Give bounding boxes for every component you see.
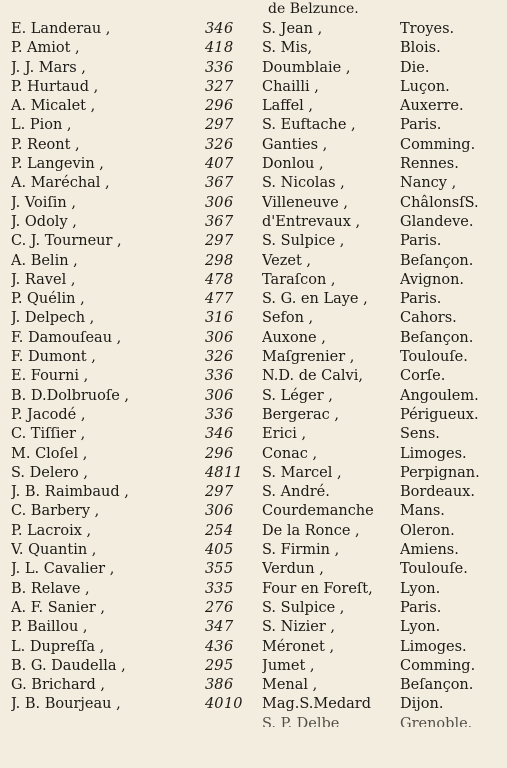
diocese-name: Troyes. [400,21,455,37]
diocese-name: Avignon. [400,271,465,288]
continuation-header: de Belzunce. [268,1,359,17]
priest-age: 33 [205,368,224,385]
table-row [0,657,507,676]
table-row [0,348,507,367]
diocese-name: Limoges. [400,445,467,462]
years-count: 7 [224,619,234,636]
table-row [0,425,507,444]
priest-age: 36 [205,175,224,192]
parish-name: S. Mis, [262,40,313,57]
parish-name: Maſgrenier , [262,349,355,366]
parish-name: Conac , [262,445,318,462]
parish-name: S. Nizier , [262,619,335,636]
table-row [0,271,507,290]
priest-age: 27 [205,599,224,616]
table-row [0,387,507,406]
priest-name: A. F. Sanier , [11,599,105,616]
parish-name: Méronet , [262,638,335,655]
priest-age: 40 [205,542,224,559]
priest-name: P. Hurtaud , [11,78,99,95]
diocese-name: Nancy , [400,175,457,192]
diocese-name: Comming. [400,657,476,674]
diocese-name: Limoges. [400,638,467,655]
priest-name: A. Belin , [11,252,78,269]
priest-name: A. Maréchal , [11,175,110,192]
diocese-name: Grenoble. [400,715,473,727]
priest-name: B. Relave , [11,580,90,597]
diocese-name: Sens. [400,426,440,443]
priest-age: 30 [205,503,224,520]
priest-age: 34 [205,619,224,636]
parish-name: S. P. Delbe [262,715,340,727]
table-row [0,213,507,232]
priest-age: 40 [205,696,224,713]
years-count: 7 [224,78,234,95]
table-row [0,39,507,58]
years-count: 6 [224,21,234,37]
years-count: 6 [224,368,234,385]
parish-name: S. Euftache , [262,117,356,134]
table-row [0,638,507,657]
years-count: 11 [224,464,243,481]
parish-name: Laffel , [262,98,314,115]
table-row [0,502,507,521]
priest-age: 29 [205,117,224,134]
parish-name: Taraſcon , [262,271,336,288]
diocese-name: Glandeve. [400,213,474,230]
parish-name: Erici , [262,426,307,443]
parish-name: Villeneuve , [262,194,348,211]
priest-age: 30 [205,387,224,404]
priest-age: 29 [205,233,224,250]
priest-age: 35 [205,561,224,578]
diocese-name: Cahors. [400,310,457,327]
priest-name: M. Cloſel , [11,445,88,462]
parish-name: S. Nicolas , [262,175,345,192]
table-row [0,483,507,502]
priest-age: 36 [205,213,224,230]
table-row [0,309,507,328]
table-row [0,329,507,348]
parish-name: Courdemanche [262,503,374,520]
table-row [0,20,507,39]
diocese-name: Lyon. [400,619,441,636]
table-row [0,78,507,97]
diocese-name: Paris. [400,599,442,616]
priest-age: 25 [205,522,224,539]
years-count: 5 [224,580,234,597]
diocese-name: Beſançon. [400,252,474,269]
table-row [0,59,507,78]
priest-age: 48 [205,464,224,481]
diocese-name: Toulouſe. [400,561,468,578]
table-row [0,560,507,579]
parish-name: Sefon , [262,310,314,327]
priest-name: B. D.Dolbruoſe , [11,387,130,404]
years-count: 6 [224,426,234,443]
priest-age: 32 [205,349,224,366]
diocese-name: Mans. [400,503,445,520]
years-count: 7 [224,213,234,230]
years-count: 8 [224,252,234,269]
table-row [0,580,507,599]
diocese-name: Angoulem. [400,387,479,404]
priest-name: F. Damouſeau , [11,329,122,346]
years-count: 5 [224,561,234,578]
table-row [0,194,507,213]
table-row [0,618,507,637]
table-row [0,97,507,116]
parish-name: S. Firmin , [262,542,340,559]
years-count: 6 [224,445,234,462]
register-table [0,20,507,727]
years-count: 6 [224,599,234,616]
parish-name: S. G. en Laye , [262,291,368,308]
priest-name: J. L. Cavalier , [11,561,115,578]
table-row [0,445,507,464]
table-row [0,522,507,541]
years-count: 6 [224,349,234,366]
diocese-name: Auxerre. [400,98,464,115]
priest-name: J. B. Bourjeau , [11,696,121,713]
years-count: 5 [224,542,234,559]
diocese-name: Périgueux. [400,406,479,423]
priest-name: J. Voiſin , [11,194,76,211]
priest-age: 43 [205,638,224,655]
priest-name: L. Dupreſſa , [11,638,105,655]
priest-name: J. B. Raimbaud , [11,484,129,501]
years-count: 7 [224,117,234,134]
parish-name: Menal , [262,677,318,694]
diocese-name: Amiens. [400,542,459,559]
table-row [0,406,507,425]
parish-name: S. Marcel , [262,464,342,481]
parish-name: De la Ronce , [262,522,360,539]
diocese-name: Rennes. [400,156,459,173]
table-row [0,136,507,155]
diocese-name: Paris. [400,117,442,134]
priest-name: J. Delpech , [11,310,95,327]
priest-age: 40 [205,156,224,173]
priest-name: C. Tiſſier , [11,426,86,443]
priest-age: 38 [205,677,224,694]
parish-name: S. Sulpice , [262,599,345,616]
years-count: 5 [224,657,234,674]
years-count: 6 [224,136,234,153]
years-count: 6 [224,503,234,520]
priest-name: G. Brichard , [11,677,106,694]
priest-name: S. Delero , [11,464,88,481]
parish-name: Chailli , [262,78,319,95]
years-count: 6 [224,310,234,327]
priest-age: 33 [205,580,224,597]
diocese-name: Beſançon. [400,329,474,346]
priest-name: E. Landerau , [11,21,111,37]
priest-age: 29 [205,657,224,674]
priest-age: 29 [205,445,224,462]
priest-name: P. Amiot , [11,40,80,57]
priest-name: L. Pion , [11,117,72,134]
table-row [0,155,507,174]
table-row [0,174,507,193]
parish-name: N.D. de Calvi, [262,368,363,385]
parish-name: Doumblaie , [262,59,351,76]
priest-age: 31 [205,310,224,327]
parish-name: Donlou , [262,156,324,173]
priest-age: 47 [205,271,224,288]
diocese-name: Toulouſe. [400,349,468,366]
years-count: 6 [224,387,234,404]
years-count: 6 [224,59,234,76]
priest-name: V. Quantin , [11,542,97,559]
diocese-name: Perpignan. [400,464,480,481]
table-row [0,599,507,618]
priest-age: 32 [205,78,224,95]
table-row [0,715,507,727]
table-row [0,676,507,695]
priest-age: 34 [205,21,224,37]
priest-name: F. Dumont , [11,349,96,366]
parish-name: S. André. [262,484,330,501]
years-count: 7 [224,156,234,173]
diocese-name: Die. [400,59,430,76]
diocese-name: Luçon. [400,78,450,95]
priest-age: 29 [205,252,224,269]
parish-name: Verdun , [262,561,324,578]
years-count: 6 [224,677,234,694]
priest-age: 30 [205,329,224,346]
diocese-name: ChâlonsſS. [400,194,479,211]
parish-name: Jumet , [262,657,315,674]
diocese-name: Paris. [400,233,442,250]
years-count: 4 [224,522,234,539]
years-count: 8 [224,40,234,57]
priest-name: J. Odoly , [11,213,77,230]
parish-name: Four en Foreſt, [262,580,373,597]
diocese-name: Blois. [400,40,441,57]
priest-name: P. Baillou , [11,619,88,636]
diocese-name: Beſançon. [400,677,474,694]
priest-age: 30 [205,194,224,211]
priest-name: P. Jacodé , [11,406,86,423]
priest-name: P. Quélin , [11,291,85,308]
years-count: 7 [224,291,234,308]
table-row [0,252,507,271]
diocese-name: Paris. [400,291,442,308]
diocese-name: Comming. [400,136,476,153]
priest-name: B. G. Daudella , [11,657,126,674]
priest-name: C. J. Tourneur , [11,233,122,250]
priest-name: J. Ravel , [11,271,76,288]
parish-name: Bergerac , [262,406,339,423]
diocese-name: Lyon. [400,580,441,597]
table-row [0,290,507,309]
diocese-name: Bordeaux. [400,484,475,501]
parish-name: S. Sulpice , [262,233,345,250]
years-count: 6 [224,194,234,211]
parish-name: Auxone , [262,329,326,346]
years-count: 10 [224,696,243,713]
table-row [0,464,507,483]
priest-age: 29 [205,484,224,501]
diocese-name: Oleron. [400,522,455,539]
parish-name: S. Léger , [262,387,333,404]
priest-age: 32 [205,136,224,153]
table-row [0,367,507,386]
priest-name: P. Reont , [11,136,80,153]
priest-name: P. Lacroix , [11,522,92,539]
priest-name: E. Fourni , [11,368,89,385]
years-count: 7 [224,233,234,250]
priest-age: 29 [205,98,224,115]
table-row [0,695,507,714]
priest-age: 33 [205,406,224,423]
parish-name: d'Entrevaux , [262,213,361,230]
years-count: 6 [224,329,234,346]
table-row [0,541,507,560]
table-row [0,116,507,135]
priest-age: 47 [205,291,224,308]
parish-name: Mag.S.Medard [262,696,371,713]
parish-name: Vezet , [262,252,311,269]
priest-age: 41 [205,40,224,57]
years-count: 6 [224,406,234,423]
diocese-name: Corſe. [400,368,446,385]
priest-name: P. Langevin , [11,156,104,173]
years-count: 6 [224,98,234,115]
priest-age: 33 [205,59,224,76]
priest-age: 34 [205,426,224,443]
parish-name: Ganties , [262,136,328,153]
table-row [0,232,507,251]
years-count: 6 [224,638,234,655]
years-count: 7 [224,484,234,501]
priest-name: A. Micalet , [11,98,96,115]
diocese-name: Dijon. [400,696,444,713]
parish-name: S. Jean , [262,21,323,37]
years-count: 7 [224,175,234,192]
priest-name: C. Barbery , [11,503,100,520]
priest-name: J. J. Mars , [11,59,86,76]
years-count: 8 [224,271,234,288]
